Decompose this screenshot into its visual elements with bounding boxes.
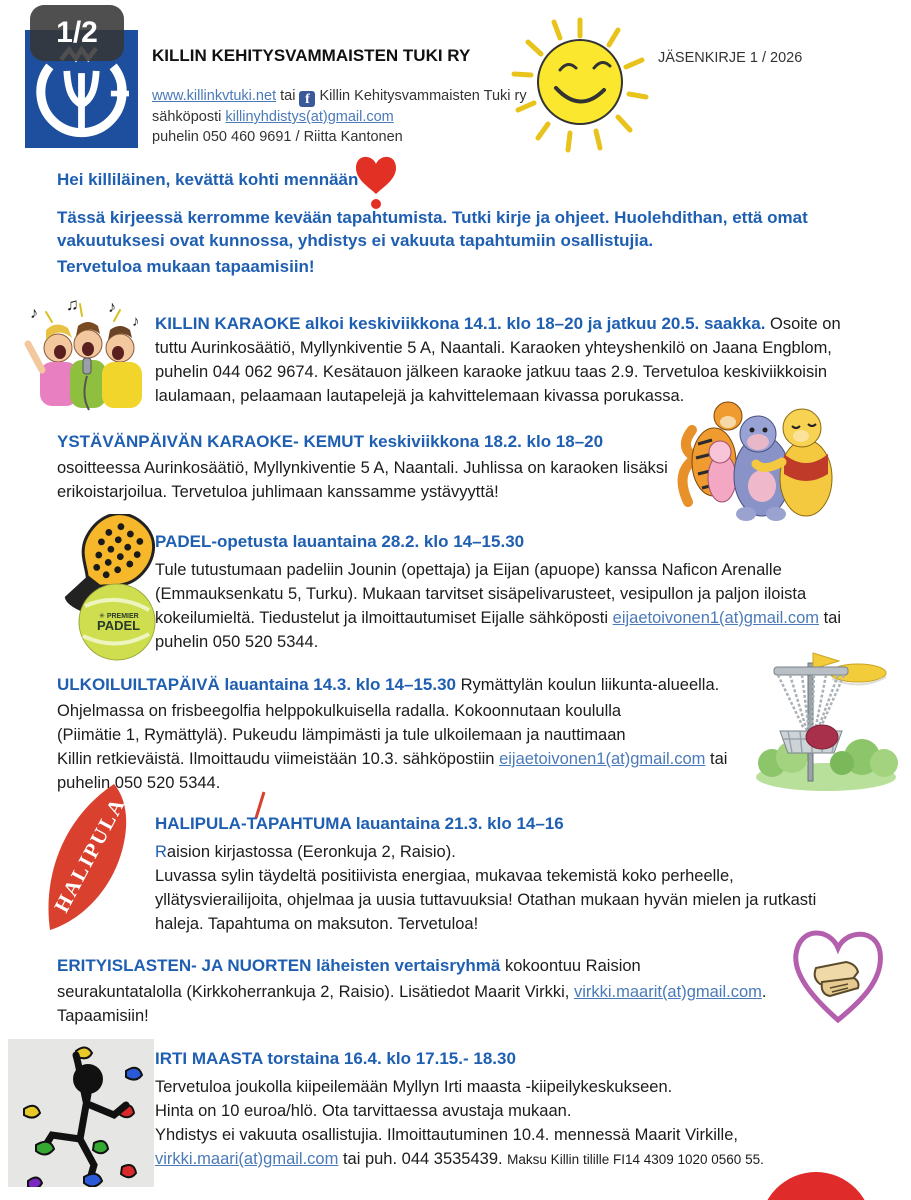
kemut-title-detail: keskiviikkona 18.2. klo 18–20 [363,432,604,451]
padel-line3-before: kokeilumieltä. Tiedustelut ja ilmoittautumiset Eijalle sähköposti [155,609,613,627]
tai-text: tai [276,88,300,104]
vertaisryhma-line-2 [57,980,766,1005]
ball-padel-text: PADEL [97,618,141,633]
ulkoilu-line3-after: tai [705,750,728,768]
facebook-name: Killin Kehitysvammaisten Tuki ry [315,88,527,104]
irti-line-4 [155,1147,764,1173]
facebook-icon: f [299,91,315,107]
halipula-line-2: yllätysvierailijoita, ohjelmaa ja uusia tuttavuuksia! Otathan mukaan hyvän mielen ja rutkasti [155,891,817,909]
heart-hands-illustration [786,920,890,1033]
newsletter-label: JÄSENKIRJE 1 / 2026 [658,50,803,66]
disc-golf-illustration [750,645,908,798]
halipula-location-line [155,840,456,865]
website-link[interactable]: www.killinkvtuki.net [152,88,277,104]
page-number-badge [30,5,124,61]
ulkoilu-line-1: Ohjelmassa on frisbeegolfia helppokulkuisella radalla. Kokoonnutaan koululla [57,702,622,720]
ulkoilu-email-link[interactable]: eijaetoivonen1(at)gmail.com [499,750,706,768]
karaoke-line-4: laulamaan, pelaamaan lautapelejä ja kahvittelemaan kivassa porukassa. [155,387,685,405]
padel-line-1: Tule tutustumaan padeliin Jounin (opettaja) ja Eijan (apuope) kanssa Naficon Arenalle [155,561,782,579]
kemut-title: YSTÄVÄNPÄIVÄN KARAOKE- KEMUT [57,432,364,451]
padel-title: PADEL-opetusta lauantaina 28.2. klo 14–15.30 [155,532,525,551]
vertaisryhma-heading-line [57,954,641,980]
ulkoilu-line-3 [57,747,727,772]
svg-text:♪: ♪ [30,305,38,322]
ulkoilu-title-after: Rymättylän koulun liikunta-alueella. [456,676,720,694]
svg-text:♪: ♪ [108,299,116,316]
vertaisryhma-title: ERITYISLASTEN- JA NUORTEN läheisten vertaisryhmä [57,956,501,975]
irti-line-2: Hinta on 10 euroa/hlö. Ota tarvittaessa avustaja mukaan. [155,1102,572,1120]
karaoke-heading-line [155,312,841,338]
contact-line-web [152,86,527,107]
halipula-location-rest: aision kirjastossa (Eeronkuja 2, Raisio). [166,843,456,861]
svg-text:♪: ♪ [132,313,140,330]
halipula-line-3: haleja. Tapahtuma on maksuton. Tervetuloa! [155,915,479,933]
karaoke-singers-illustration [16,292,154,423]
org-title: KILLIN KEHITYSVAMMAISTEN TUKI RY [152,46,471,65]
padel-line-2: (Emmauksenkatu 5, Turku). Mukaan tarvitset sisäpelivarusteet, vesipullon ja paljon iloista [155,585,807,603]
vertaisryhma-line2-after: . [761,983,767,1001]
halipula-banner-text: HALIPULA [49,793,130,917]
intro-line-1: Tässä kirjeessä kerromme kevään tapahtumista. Tutki kirje ja ohjeet. Huolehdithan, että omat [57,208,808,227]
sun-illustration [508,12,653,157]
karaoke-title: KILLIN KARAOKE [155,314,301,333]
kemut-heading-line [57,430,603,456]
karaoke-line-2: tuttu Aurinkosäätiö, Myllynkiventie 5 A, Naantali. Karaoken yhteyshenkilö on Jaana Engblom, [155,339,832,357]
karaoke-line-3: puhelin 044 062 9674. Kesätauon jälkeen karaoke jatkuu taas 2.9. Tervetuloa keskiviikkoisin [155,363,828,381]
contact-block [152,86,527,147]
contact-line-phone: puhelin 050 460 9691 / Riitta Kantonen [152,129,403,145]
contact-line-email [152,107,527,127]
vertaisryhma-line2-before: seurakuntatalolla (Kirkkoherrankuja 2, Raisio). Lisätiedot Maarit Virkki, [57,983,574,1001]
email-prefix: sähköposti [152,109,226,125]
kemut-line-1: osoitteessa Aurinkosäätiö, Myllynkiventie 5 A, Naantali. Juhlissa on karaoken lisäksi [57,459,668,477]
ulkoilu-title: ULKOILUILTAPÄIVÄ lauantaina 14.3. klo 14–15.30 [57,675,456,694]
halipula-line-1: Luvassa sylin täydeltä positiivista energiaa, mukavaa tekemistä koko perheelle, [155,867,734,885]
intro-line-2: vakuutuksesi ovat kunnossa, yhdistys ei vakuuta tapahtumiin osallistujia. [57,231,654,250]
irti-line-1: Tervetuloa joukolla kiipeilemään Myllyn Irti maasta -kiipeilykeskukseen. [155,1078,673,1096]
padel-email-link[interactable]: eijaetoivonen1(at)gmail.com [612,609,819,627]
ulkoilu-line-2: (Piimätie 1, Rymättylä). Pukeudu lämpimästi ja tule ulkoilemaan ja nauttimaan [57,726,626,744]
svg-text:♫: ♫ [66,295,79,314]
vertaisryhma-line-3: Tapaamisiin! [57,1007,149,1025]
kemut-line-2: erikoistarjoilua. Tervetuloa juhlimaan kanssamme ystävyyttä! [57,483,499,501]
karaoke-title-detail: alkoi keskiviikkona 14.1. klo 18–20 ja jatkuu 20.5. saakka. [300,314,766,333]
red-heart-blob [760,1172,872,1200]
irti-title: IRTI MAASTA torstaina 16.4. klo 17.15.- 18.30 [155,1049,516,1068]
ulkoilu-heading-line [57,673,719,699]
padel-line-3 [155,606,841,631]
halipula-title: HALIPULA-TAPAHTUMA lauantaina 21.3. klo 14–16 [155,814,564,833]
ulkoilu-line3-before: Killin retkieväistä. Ilmoittaudu viimeistään 10.3. sähköpostiin [57,750,500,768]
welcome-text: Tervetuloa mukaan tapaamisiin! [57,257,315,276]
padel-line3-after: tai [819,609,842,627]
greeting-text: Hei killiläinen, kevättä kohti mennään [57,170,359,189]
ball-premier-text: ✳ PREMIER [99,613,139,620]
irti-line4-mid: tai puh. 044 3535439. [338,1150,508,1168]
padel-line-4: puhelin 050 520 5344. [155,633,319,651]
pooh-friends-illustration [670,392,835,529]
org-email-link[interactable]: killinyhdistys(at)gmail.com [225,109,394,125]
irti-line4-bank: Maksu Killin tilille FI14 4309 1020 0560 55. [507,1152,764,1167]
halipula-banner [36,782,144,939]
sun-icon [508,12,653,157]
karaoke-line1-rest: Osoite on [765,315,841,333]
irti-line-3: Yhdistys ei vakuuta osallistujia. Ilmoittautuminen 10.4. mennessä Maarit Virkille, [155,1126,738,1144]
halipula-initial: R [155,843,167,861]
climber-illustration [8,1039,154,1187]
page-number: 1/2 [56,16,98,49]
irti-email-link[interactable]: virkki.maari(at)gmail.com [155,1150,339,1168]
ulkoilu-line-4: puhelin 050 520 5344. [57,774,221,792]
vertaisryhma-title-after: kokoontuu Raision [500,957,641,975]
padel-racket-illustration [45,514,170,667]
vertaisryhma-email-link[interactable]: virkki.maarit(at)gmail.com [573,983,762,1001]
